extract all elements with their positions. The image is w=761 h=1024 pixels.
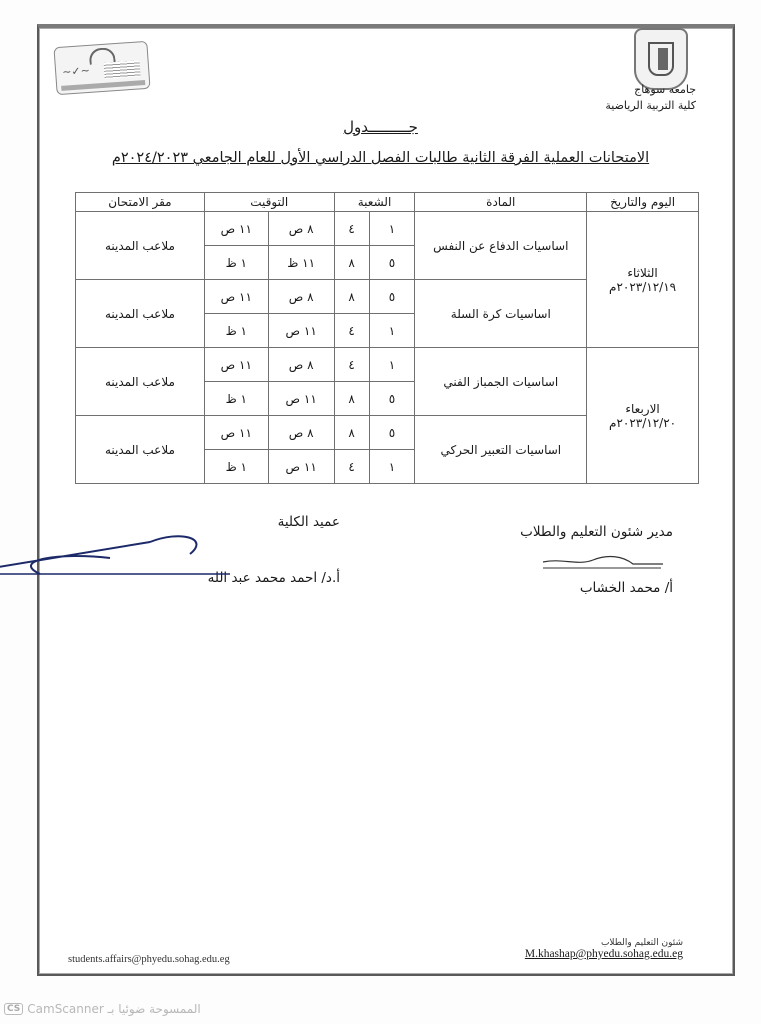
signature-title: عميد الكلية: [277, 514, 340, 530]
faculty-name: كلية التربية الرياضية: [605, 99, 696, 112]
header-day-date: اليوم والتاريخ: [587, 193, 699, 212]
section-cell: ٥: [369, 280, 415, 314]
exam-schedule-table: [75, 192, 699, 484]
time-to-cell: ١ ظ: [204, 246, 268, 280]
day-date-cell: [587, 348, 699, 484]
university-crest-logo: [634, 28, 688, 90]
signature-stroke-icon: [0, 530, 240, 578]
section-cell: ٨: [334, 416, 369, 450]
quality-stamp-logo: [53, 41, 150, 95]
table-row: [76, 212, 699, 246]
section-cell: ٤: [334, 212, 369, 246]
footer-email-students-affairs[interactable]: students.affairs@phyedu.sohag.edu.eg: [68, 954, 230, 965]
section-cell: ٤: [334, 450, 369, 484]
stamp-band: [61, 80, 145, 91]
time-to-cell: ١١ ص: [204, 348, 268, 382]
section-cell: ٤: [334, 314, 369, 348]
time-from-cell: ١١ ص: [268, 314, 334, 348]
location-cell: ملاعب المدينه: [76, 416, 205, 484]
footer-email-manager[interactable]: M.khashap@phyedu.sohag.edu.eg: [524, 948, 683, 960]
signature-block-dean: [140, 514, 340, 586]
time-from-cell: ١١ ظ: [268, 246, 334, 280]
camscanner-logo-icon: CS: [4, 1003, 23, 1015]
footer-department: شئون التعليم والطلاب: [600, 938, 683, 948]
document-title-text: جـــــــــدول: [343, 118, 418, 136]
university-name: جامعه سوهاج: [634, 83, 696, 96]
time-from-cell: ٨ ص: [268, 416, 334, 450]
section-cell: ١: [369, 450, 415, 484]
section-cell: ١: [369, 212, 415, 246]
institution-name: [605, 82, 696, 114]
header-section: الشعبة: [334, 193, 415, 212]
time-from-cell: ٨ ص: [268, 348, 334, 382]
stamp-text-lines: [104, 60, 141, 78]
time-from-cell: ١١ ص: [268, 382, 334, 416]
document-title: [0, 118, 761, 136]
location-cell: ملاعب المدينه: [76, 348, 205, 416]
day-name: الثلاثاء: [627, 265, 658, 280]
section-cell: ٤: [334, 348, 369, 382]
stamp-handwriting: ~✓~: [61, 63, 91, 79]
time-to-cell: ١ ظ: [204, 382, 268, 416]
footer-contact: [525, 938, 683, 960]
subject-cell: اساسيات الدفاع عن النفس: [415, 212, 587, 280]
section-cell: ٥: [369, 246, 415, 280]
exam-date: ٢٠٢٣/١٢/١٩م: [609, 279, 677, 294]
section-cell: ١: [369, 348, 415, 382]
watermark-text: CamScanner الممسوحة ضوئيا بـ: [27, 1002, 201, 1016]
header-subject: المادة: [415, 193, 587, 212]
table-header-row: [76, 193, 699, 212]
time-to-cell: ١١ ص: [204, 212, 268, 246]
signature-title: مدير شئون التعليم والطلاب: [520, 524, 673, 540]
subject-cell: اساسيات الجمباز الفني: [415, 348, 587, 416]
time-from-cell: ٨ ص: [268, 212, 334, 246]
signatory-name: أ/ محمد الخشاب: [579, 580, 673, 596]
section-cell: ١: [369, 314, 415, 348]
section-cell: ٨: [334, 280, 369, 314]
header-timing: التوقيت: [204, 193, 334, 212]
location-cell: ملاعب المدينه: [76, 212, 205, 280]
signature-stroke-icon: [533, 540, 673, 580]
handwritten-signature: [473, 540, 673, 580]
table-body: [76, 212, 699, 484]
time-to-cell: ١١ ص: [204, 280, 268, 314]
document-subtitle: الامتحانات العملية الفرقة الثانية طالبات الفصل الدراسي الأول للعام الجامعي ٢٠٢٤/٢٠٢٣م: [111, 150, 650, 166]
exam-date: ٢٠٢٣/١٢/٢٠م: [609, 415, 677, 430]
time-from-cell: ١١ ص: [268, 450, 334, 484]
day-name: الاربعاء: [625, 401, 660, 416]
signature-block-affairs-manager: [473, 524, 673, 596]
time-to-cell: ١ ظ: [204, 314, 268, 348]
subject-cell: اساسيات التعبير الحركي: [415, 416, 587, 484]
document-frame: [37, 24, 735, 976]
signatory-name: أ.د/ احمد محمد عبد الله: [207, 570, 340, 586]
section-cell: ٨: [334, 246, 369, 280]
day-date-cell: [587, 212, 699, 348]
time-from-cell: ٨ ص: [268, 280, 334, 314]
header-location: مقر الامتحان: [76, 193, 205, 212]
table-row: [76, 348, 699, 382]
subject-cell: اساسيات كرة السلة: [415, 280, 587, 348]
section-cell: ٥: [369, 382, 415, 416]
scanner-watermark: [4, 1002, 201, 1016]
section-cell: ٥: [369, 416, 415, 450]
section-cell: ٨: [334, 382, 369, 416]
crest-fill: [658, 48, 668, 70]
location-cell: ملاعب المدينه: [76, 280, 205, 348]
time-to-cell: ١ ظ: [204, 450, 268, 484]
time-to-cell: ١١ ص: [204, 416, 268, 450]
